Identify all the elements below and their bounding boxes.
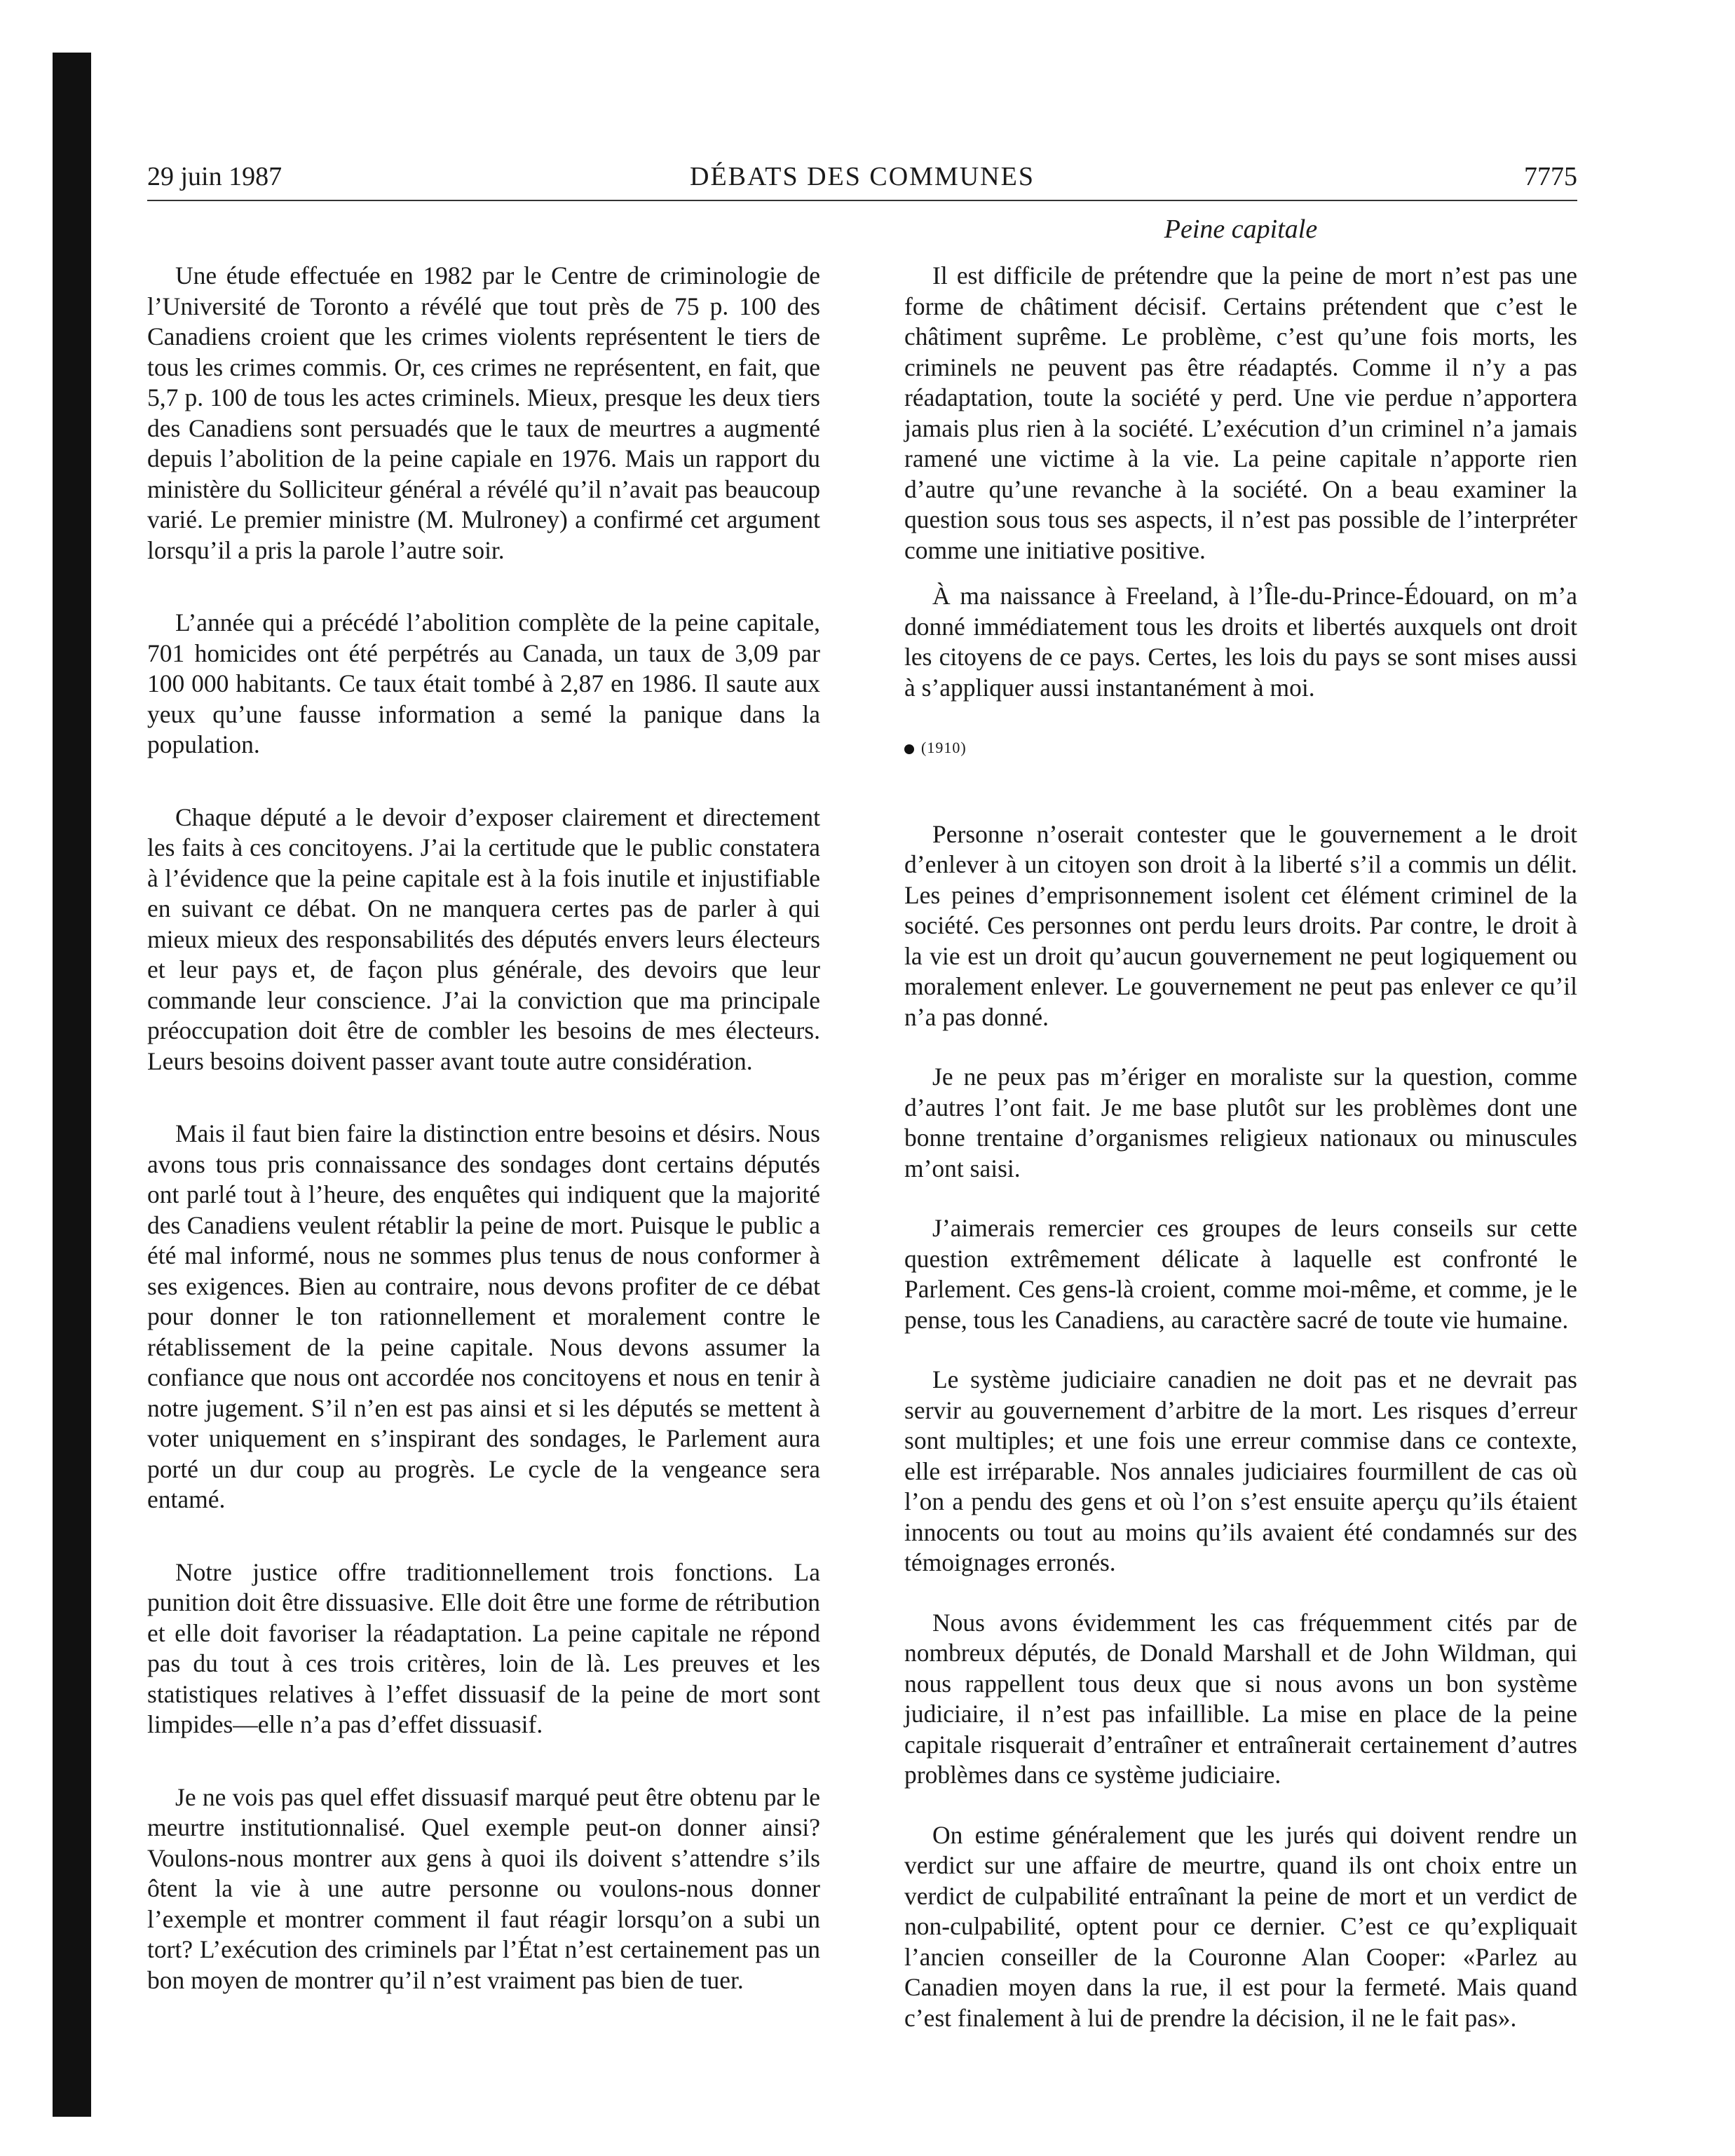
page-header [147, 161, 1577, 201]
paragraph: Je ne peux pas m’ériger en moraliste sur la question, comme d’autres l’ont fait. Je me base plutôt sur les problèmes dont une bonne trentaine d’organismes religieux nationaux ou minuscules m’ont saisi. [904, 1063, 1577, 1182]
paragraph: Mais il faut bien faire la distinction entre besoins et désirs. Nous avons tous pris connaissance des sondages dont certains députés ont parlé tout à l’heure, des enquêtes qui indiquent que la majorité des Canadiens veulent rétablir la peine de mort. Puisque le public a été mal informé, nous ne sommes plus tenus de nous conformer à ses exigences. Bien au contraire, nous devons profiter de ce débat pour donner le ton rationnellement et moralement contre le rétablissement de la peine capitale. Nous devons assumer la confiance que nous ont accordée nos concitoyens et nous en tenir à notre jugement. S’il n’en est pas ainsi et si les députés se mettent à voter uniquement en s’inspirant des sondages, le Parlement aura porté un dur coup au progrès. Le cycle de la vengeance sera entamé. [147, 1119, 820, 1513]
paragraph: À ma naissance à Freeland, à l’Île-du-Prince-Édouard, on m’a donné immédiatement tous les droits et libertés auxquels ont droit les citoyens de ce pays. Certes, les lois du pays se sont mises aussi à s’appliquer aussi instantanément à moi. [904, 582, 1577, 702]
bullet-icon [904, 744, 914, 754]
paragraph: Le système judiciaire canadien ne doit pas et ne devrait pas servir au gouvernement d’arbitre de la mort. Les risques d’erreur sont multiples; et une fois une erreur commise dans ce contexte, elle est irréparable. Nos annales judiciaires fourmillent de cas où l’on a pendu des gens et où l’on s’est ensuite aperçu qu’ils étaient innocents ou tout au moins qu’ils avaient été condamnés sur des témoignages erronés. [904, 1365, 1577, 1576]
paragraph: L’année qui a précédé l’abolition complète de la peine capitale, 701 homicides ont été perpétrés au Canada, un taux de 3,09 par 100 000 habitants. Ce taux était tombé à 2,87 en 1986. Il saute aux yeux qu’une fausse information a semé la panique dans la population. [147, 608, 820, 758]
paragraph: Nous avons évidemment les cas fréquemment cités par de nombreux députés, de Donald Marshall et de John Wildman, qui nous rappellent tous deux que si nous avons un bon système judiciaire, il n’est pas infaillible. La mise en place de la peine capitale risquerait d’entraîner et entraînerait certainement d’autres problèmes dans ce système judiciaire. [904, 1608, 1577, 1789]
paragraph: J’aimerais remercier ces groupes de leurs conseils sur cette question extrêmement délicate à laquelle est confronté le Parlement. Ces gens-là croient, comme moi-même, et comme, je le pense, tous les Canadiens, au caractère sacré de toute vie humaine. [904, 1214, 1577, 1334]
paragraph: Une étude effectuée en 1982 par le Centre de criminologie de l’Université de Toronto a révélé que tout près de 75 p. 100 des Canadiens croient que les crimes violents représentent le tiers de tous les crimes commis. Or, ces crimes ne représentent, en fait, que 5,7 p. 100 de tous les actes criminels. Mieux, presque les deux tiers des Canadiens sont persuadés que le taux de meurtres a augmenté depuis l’abolition de la peine capiale en 1976. Mais un rapport du ministère du Solliciteur général a révélé qu’il n’avait pas beaucoup varié. Le premier ministre (M. Mulroney) a confirmé cet argument lorsqu’il a pris la parole l’autre soir. [147, 261, 820, 564]
paragraph: Personne n’oserait contester que le gouvernement a le droit d’enlever à un citoyen son droit à la liberté s’il a commis un délit. Les peines d’emprisonnement isolent cet élément criminel de la société. Ces personnes ont perdu leurs droits. Par contre, le droit à la vie est un droit qu’aucun gouvernement ne peut logiquement ou moralement enlever. Le gouvernement ne peut pas enlever ce qu’il n’a pas donné. [904, 819, 1577, 1031]
time-marker [904, 732, 1577, 763]
scan-edge [53, 53, 91, 2117]
left-column [147, 261, 820, 1995]
paragraph: Il est difficile de prétendre que la peine de mort n’est pas une forme de châtiment décisif. Certains prétendent que c’est le châtiment suprême. Le problème, c’est qu’une fois morts, les criminels ne peuvent pas être réadaptés. Comme il n’y a pas réadaptation, toute la société y perd. Une vie perdue n’apportera jamais plus rien à la société. L’exécution d’un criminel n’a jamais ramené une victime à la vie. La peine capitale n’apporte rien d’autre qu’une revanche à la société. On a beau examiner la question sous tous ses aspects, il n’est pas possible de l’interpréter comme une initiative positive. [904, 261, 1577, 564]
right-column [904, 261, 1577, 2033]
header-publication: DÉBATS DES COMMUNES [690, 162, 1035, 191]
header-page-number: 7775 [1524, 162, 1577, 191]
paragraph: On estime généralement que les jurés qui doivent rendre un verdict sur une affaire de meurtre, quand ils ont choix entre un verdict de culpabilité entraînant la peine de mort et un verdict de non-culpabilité, optent pour ce dernier. C’est ce qu’expliquait l’ancien conseiller de la Couronne Alan Cooper: «Parlez au Canadien moyen dans la rue, il est pour la fermeté. Mais quand c’est finalement à lui de prendre la décision, il ne le fait pas». [904, 1820, 1577, 2032]
time-marker-text: (1910) [921, 739, 967, 756]
paragraph: Je ne vois pas quel effet dissuasif marqué peut être obtenu par le meurtre institutionnalisé. Quel exemple peut-on donner ainsi? Voulons-nous montrer aux gens à quoi ils doivent s’attendre s’ils ôtent la vie à une autre personne ou voulons-nous donner l’exemple et montrer comment il faut réagir lorsqu’on a subi un tort? L’exécution des criminels par l’État n’est certainement pas un bon moyen de montrer qu’il n’est vraiment pas bien de tuer. [147, 1782, 820, 1994]
section-title: Peine capitale [1164, 214, 1318, 244]
paragraph: Chaque député a le devoir d’exposer clairement et directement les faits à ces concitoyens. J’ai la certitude que le public constatera à l’évidence que la peine capitale est à la fois inutile et injustifiable en suivant ce débat. On ne manquera certes pas de parler à qui mieux mieux des responsabilités des députés envers leurs électeurs et leur pays et, de façon plus générale, des devoirs que leur commande leur conscience. J’ai la conviction que ma principale préoccupation doit être de combler les besoins de mes électeurs. Leurs besoins doivent passer avant toute autre considération. [147, 803, 820, 1075]
paragraph: Notre justice offre traditionnellement trois fonctions. La punition doit être dissuasive. Elle doit être une forme de rétribution et elle doit favoriser la réadaptation. La peine capitale ne répond pas du tout à ces trois critères, loin de là. Les preuves et les statistiques relatives à l’effet dissuasif de la peine de mort sont limpides—elle n’a pas d’effet dissuasif. [147, 1557, 820, 1738]
header-date: 29 juin 1987 [147, 162, 283, 191]
